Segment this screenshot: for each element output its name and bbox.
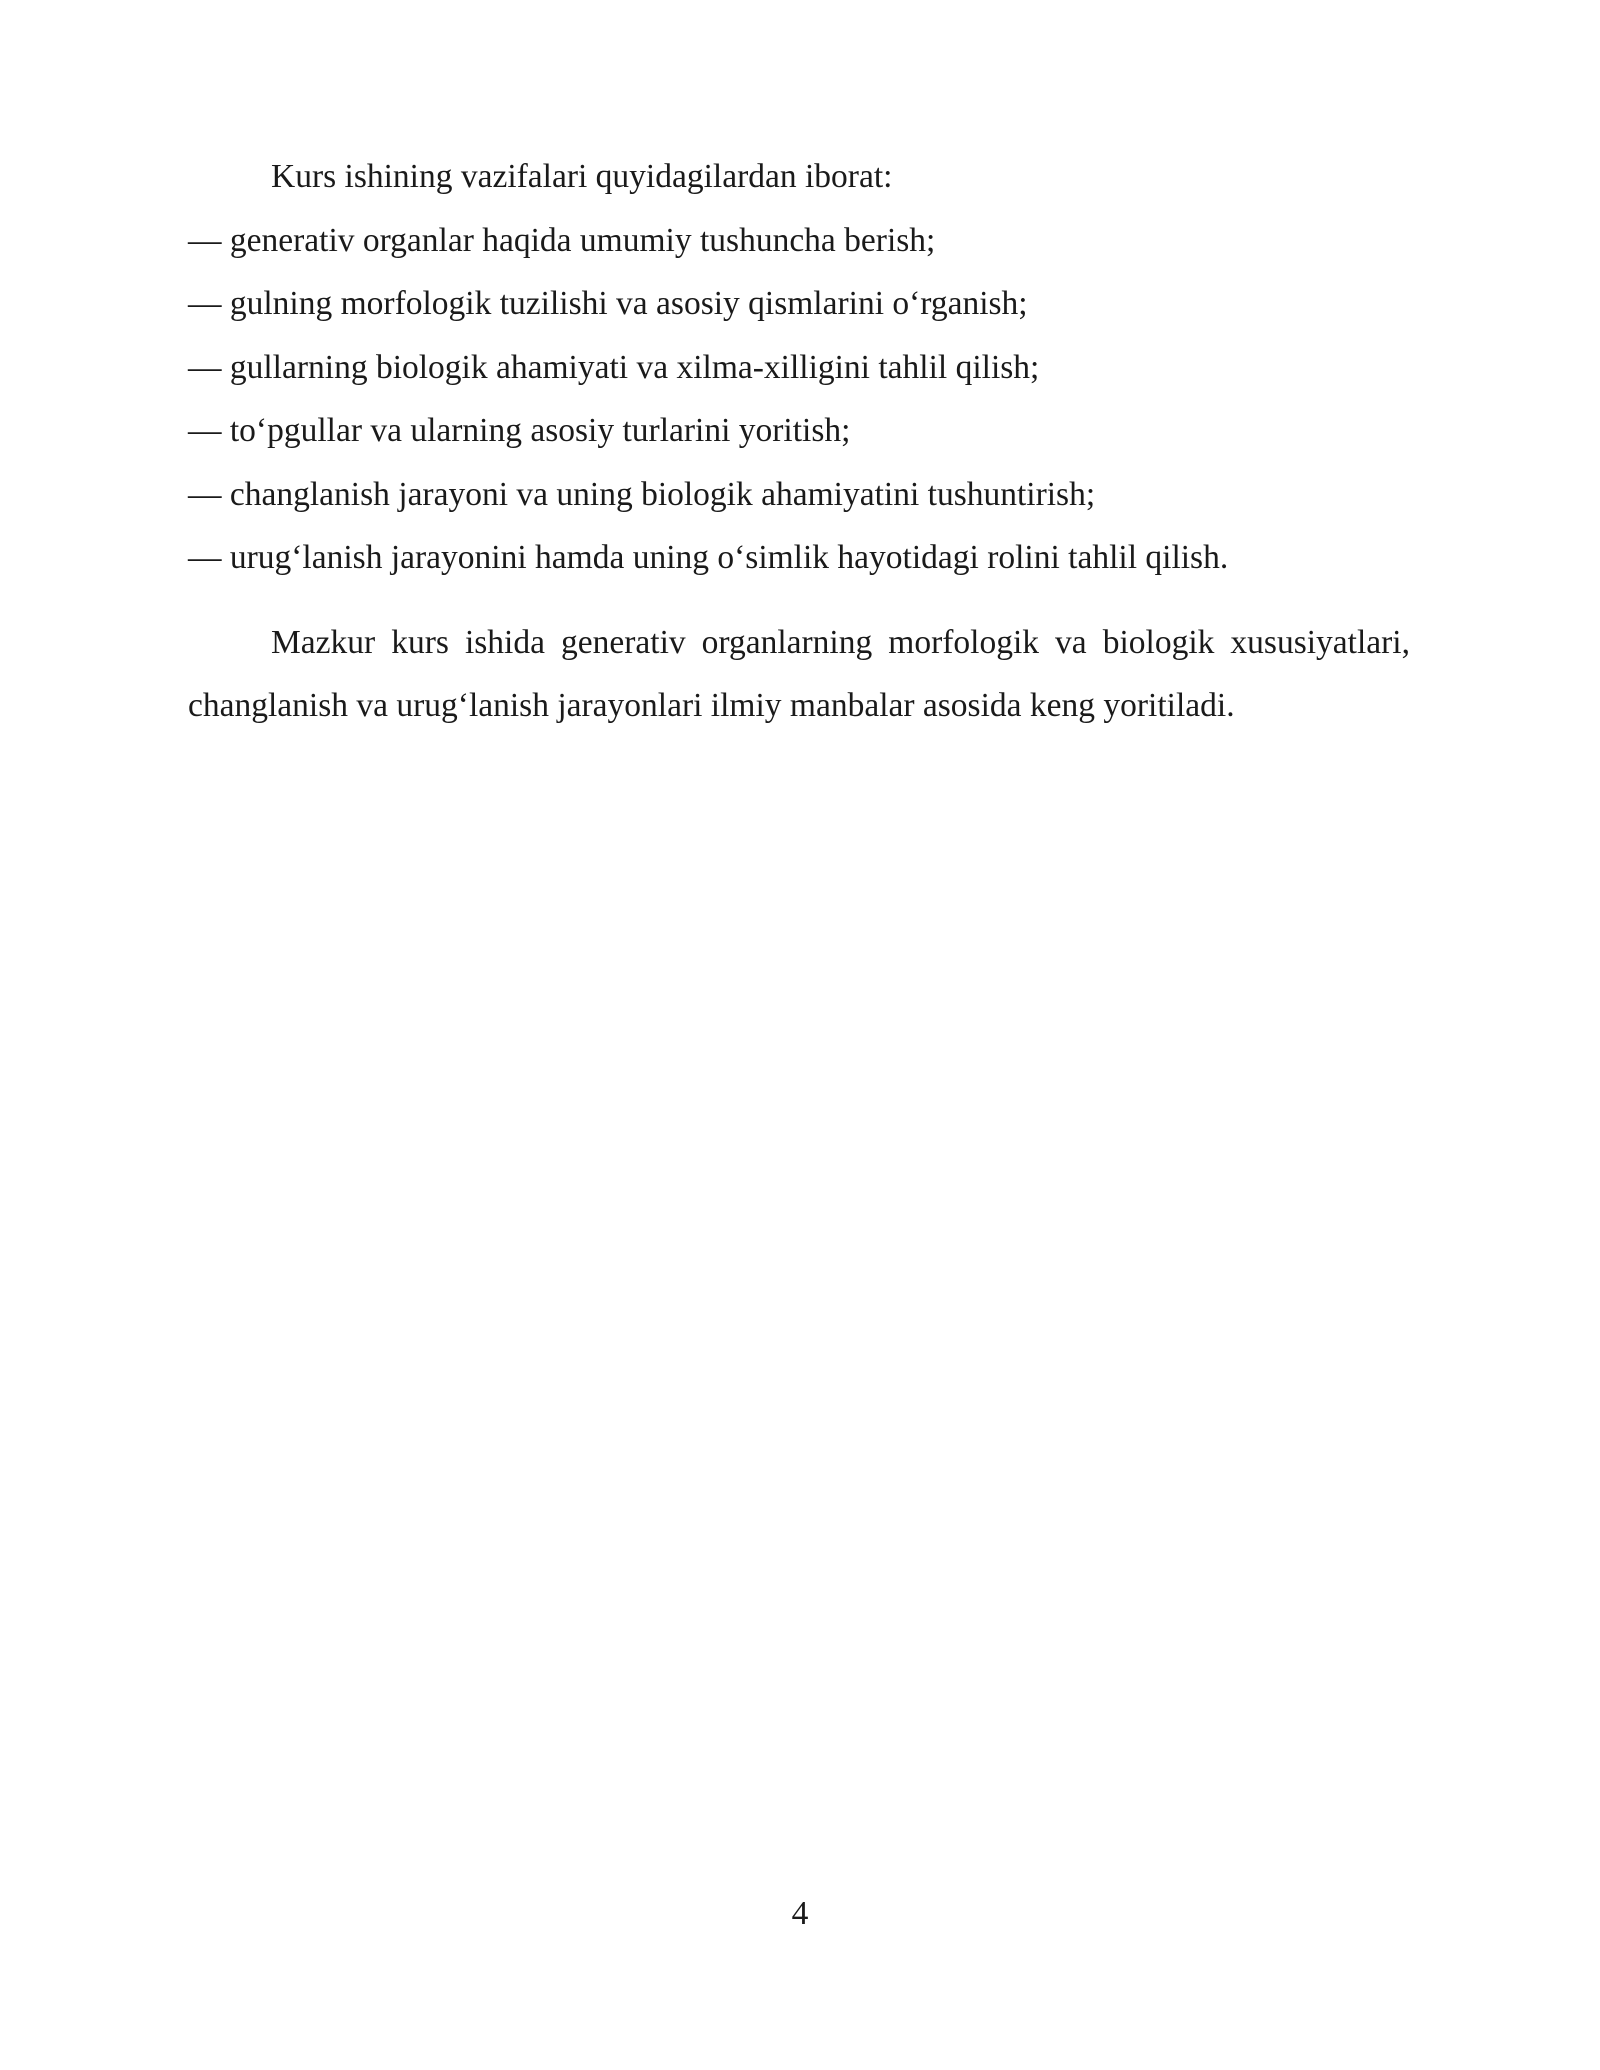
page-number: 4 <box>791 1895 809 1932</box>
task-item: — generativ organlar haqida umumiy tushuncha berish; <box>188 221 936 259</box>
task-item: — urug‘lanish jarayonini hamda uning o‘simlik hayotidagi rolini tahlil qilish. <box>188 539 1229 576</box>
summary-paragraph: Mazkur kurs ishida generativ organlarning morfologik va biologik xususiyatlari, changlanish va urug‘lanish jarayonlari ilmiy manbalar asosida keng yoritiladi. <box>188 623 1410 724</box>
task-list <box>188 209 1410 590</box>
intro-paragraph: Kurs ishining vazifalari quyidagilardan iborat: <box>271 158 893 195</box>
task-item: — to‘pgullar va ularning asosiy turlarini yoritish; <box>188 412 851 449</box>
task-item: — changlanish jarayoni va uning biologik ahamiyatini tushuntirish; <box>188 475 1096 513</box>
task-item: — gullarning biologik ahamiyati va xilma-xilligini tahlil qilish; <box>188 348 1040 386</box>
task-item: — gulning morfologik tuzilishi va asosiy qismlarini o‘rganish; <box>188 285 1028 322</box>
page-content <box>188 145 1410 738</box>
